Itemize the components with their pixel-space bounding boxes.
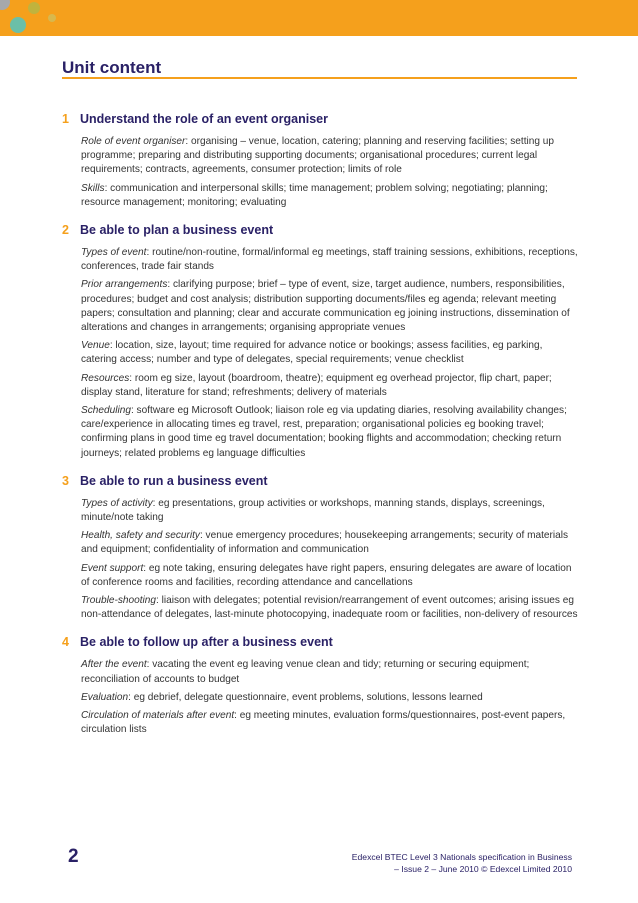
topic-text: : organising – venue, location, catering; planning and reserving facilities; setting up programme; preparing and distributing supporting documents; organisational procedures; current legal requirements; contracts, agreements, consumer protection; limits of role <box>81 136 555 176</box>
content-paragraph <box>81 529 578 557</box>
section-title: Be able to run a business event <box>80 473 268 488</box>
topic-label: Resources <box>81 372 130 384</box>
topic-text: : software eg Microsoft Outlook; liaison role eg via updating diaries, resolving availability changes; care/experience in allocating times eg travel, rest, preparation; organisational policies eg booking travel; confirming plans in good time eg travel documentation; booking flights and accommodation; checking return journeys; related problems eg language difficulties <box>81 405 567 459</box>
topic-label: Scheduling <box>81 405 131 417</box>
topic-label: Role of event organiser <box>81 136 186 147</box>
unit-content-body <box>62 112 578 751</box>
section-heading <box>62 223 578 242</box>
section-title: Be able to plan a business event <box>80 223 274 238</box>
section-title: Understand the role of an event organiser <box>80 112 328 126</box>
topic-label: Skills <box>81 182 105 194</box>
footer-line: Edexcel BTEC Level 3 Nationals specification in Business <box>351 852 572 862</box>
decorative-circle <box>48 14 56 22</box>
topic-text: : eg presentations, group activities or workshops, manning stands, displays, screenings, minute/note taking <box>81 497 545 524</box>
content-paragraph <box>81 278 578 335</box>
topic-text: : location, size, layout; time required for advance notice or bookings; assess facilities, eg parking, catering access; number and type of delegates, special requirements; venue checklist <box>81 340 543 366</box>
topic-label: After the event <box>81 659 147 671</box>
topic-text: : communication and interpersonal skills; time management; problem solving; negotiating; planning; resource management; monitoring; evaluating <box>81 182 548 208</box>
decorative-circle <box>10 17 26 33</box>
topic-text: : routine/non-routine, formal/informal eg meetings, staff training sessions, exhibitions, receptions, conferences, trade fair stands <box>81 247 578 273</box>
decorative-circle <box>0 0 10 10</box>
topic-text: : eg note taking, ensuring delegates have right papers, ensuring delegates are aware of location of conference rooms and facilities, recording attendance and cancellations <box>81 562 572 588</box>
content-paragraph <box>81 594 578 622</box>
topic-label: Trouble-shooting <box>81 595 156 607</box>
content-paragraph <box>81 135 578 178</box>
section-heading <box>62 112 578 131</box>
content-paragraph <box>81 691 578 705</box>
content-paragraph <box>81 658 578 686</box>
content-paragraph <box>81 709 578 737</box>
topic-label: Venue <box>81 340 110 352</box>
topic-label: Types of event <box>81 247 147 259</box>
footer-line: – Issue 2 – June 2010 © Edexcel Limited 2010 <box>394 864 572 874</box>
topic-label: Prior arrangements <box>81 279 168 291</box>
page-number: 2 <box>68 846 79 867</box>
topic-label: Event support <box>81 562 144 574</box>
content-paragraph <box>81 339 578 367</box>
section-number: 3 <box>62 473 69 488</box>
topic-label: Evaluation <box>81 691 129 703</box>
section-1 <box>62 112 578 210</box>
section-title: Be able to follow up after a business event <box>80 635 333 650</box>
content-paragraph <box>81 404 578 461</box>
topic-text: : vacating the event eg leaving venue clean and tidy; returning or securing equipment; reconciliation of accounts to budget <box>81 659 530 685</box>
page-title: Unit content <box>62 58 162 77</box>
content-paragraph <box>81 562 578 590</box>
topic-text: : eg meeting minutes, evaluation forms/questionnaires, post-event papers, circulation lists <box>81 710 566 736</box>
section-3 <box>62 474 578 623</box>
section-number: 1 <box>62 112 69 126</box>
topic-text: : eg debrief, delegate questionnaire, event problems, solutions, lessons learned <box>128 691 483 703</box>
section-2 <box>62 223 578 461</box>
topic-text: : venue emergency procedures; housekeeping arrangements; security of materials and equipment; confidentiality of information and communication <box>81 530 569 556</box>
content-paragraph <box>81 497 578 525</box>
content-paragraph <box>81 372 578 400</box>
topic-text: : room eg size, layout (boardroom, theatre); equipment eg overhead projector, flip chart, paper; display stand, literature for stand; refreshments; delivery of materials <box>81 372 552 398</box>
section-number: 2 <box>62 223 69 238</box>
topic-label: Health, safety and security <box>81 530 200 542</box>
decorative-circle <box>28 2 40 14</box>
section-heading <box>62 635 578 654</box>
content-paragraph <box>81 246 578 274</box>
topic-label: Circulation of materials after event <box>81 710 235 722</box>
section-heading <box>62 474 578 493</box>
section-number: 4 <box>62 635 69 650</box>
title-divider <box>62 77 577 79</box>
header-band <box>0 0 638 36</box>
topic-label: Types of activity <box>81 497 153 509</box>
content-paragraph <box>81 182 578 210</box>
topic-text: : liaison with delegates; potential revision/rearrangement of event outcomes; arising issues eg non-attendance of delegates, last-minute photocopying, inadequate room or facilities, non-delivery of resources <box>81 595 578 621</box>
topic-text: : clarifying purpose; brief – type of event, size, target audience, numbers, responsibilities, procedures; budget and cost analysis; distribution supporting documents/files eg agenda; relevant meeting papers; consultation and planning; clear and accurate communication eg joining instructions, dissemination of alterations and changes in arrangements; organising appropriate venues <box>81 279 570 334</box>
footer-citation <box>352 851 572 875</box>
section-4 <box>62 635 578 737</box>
